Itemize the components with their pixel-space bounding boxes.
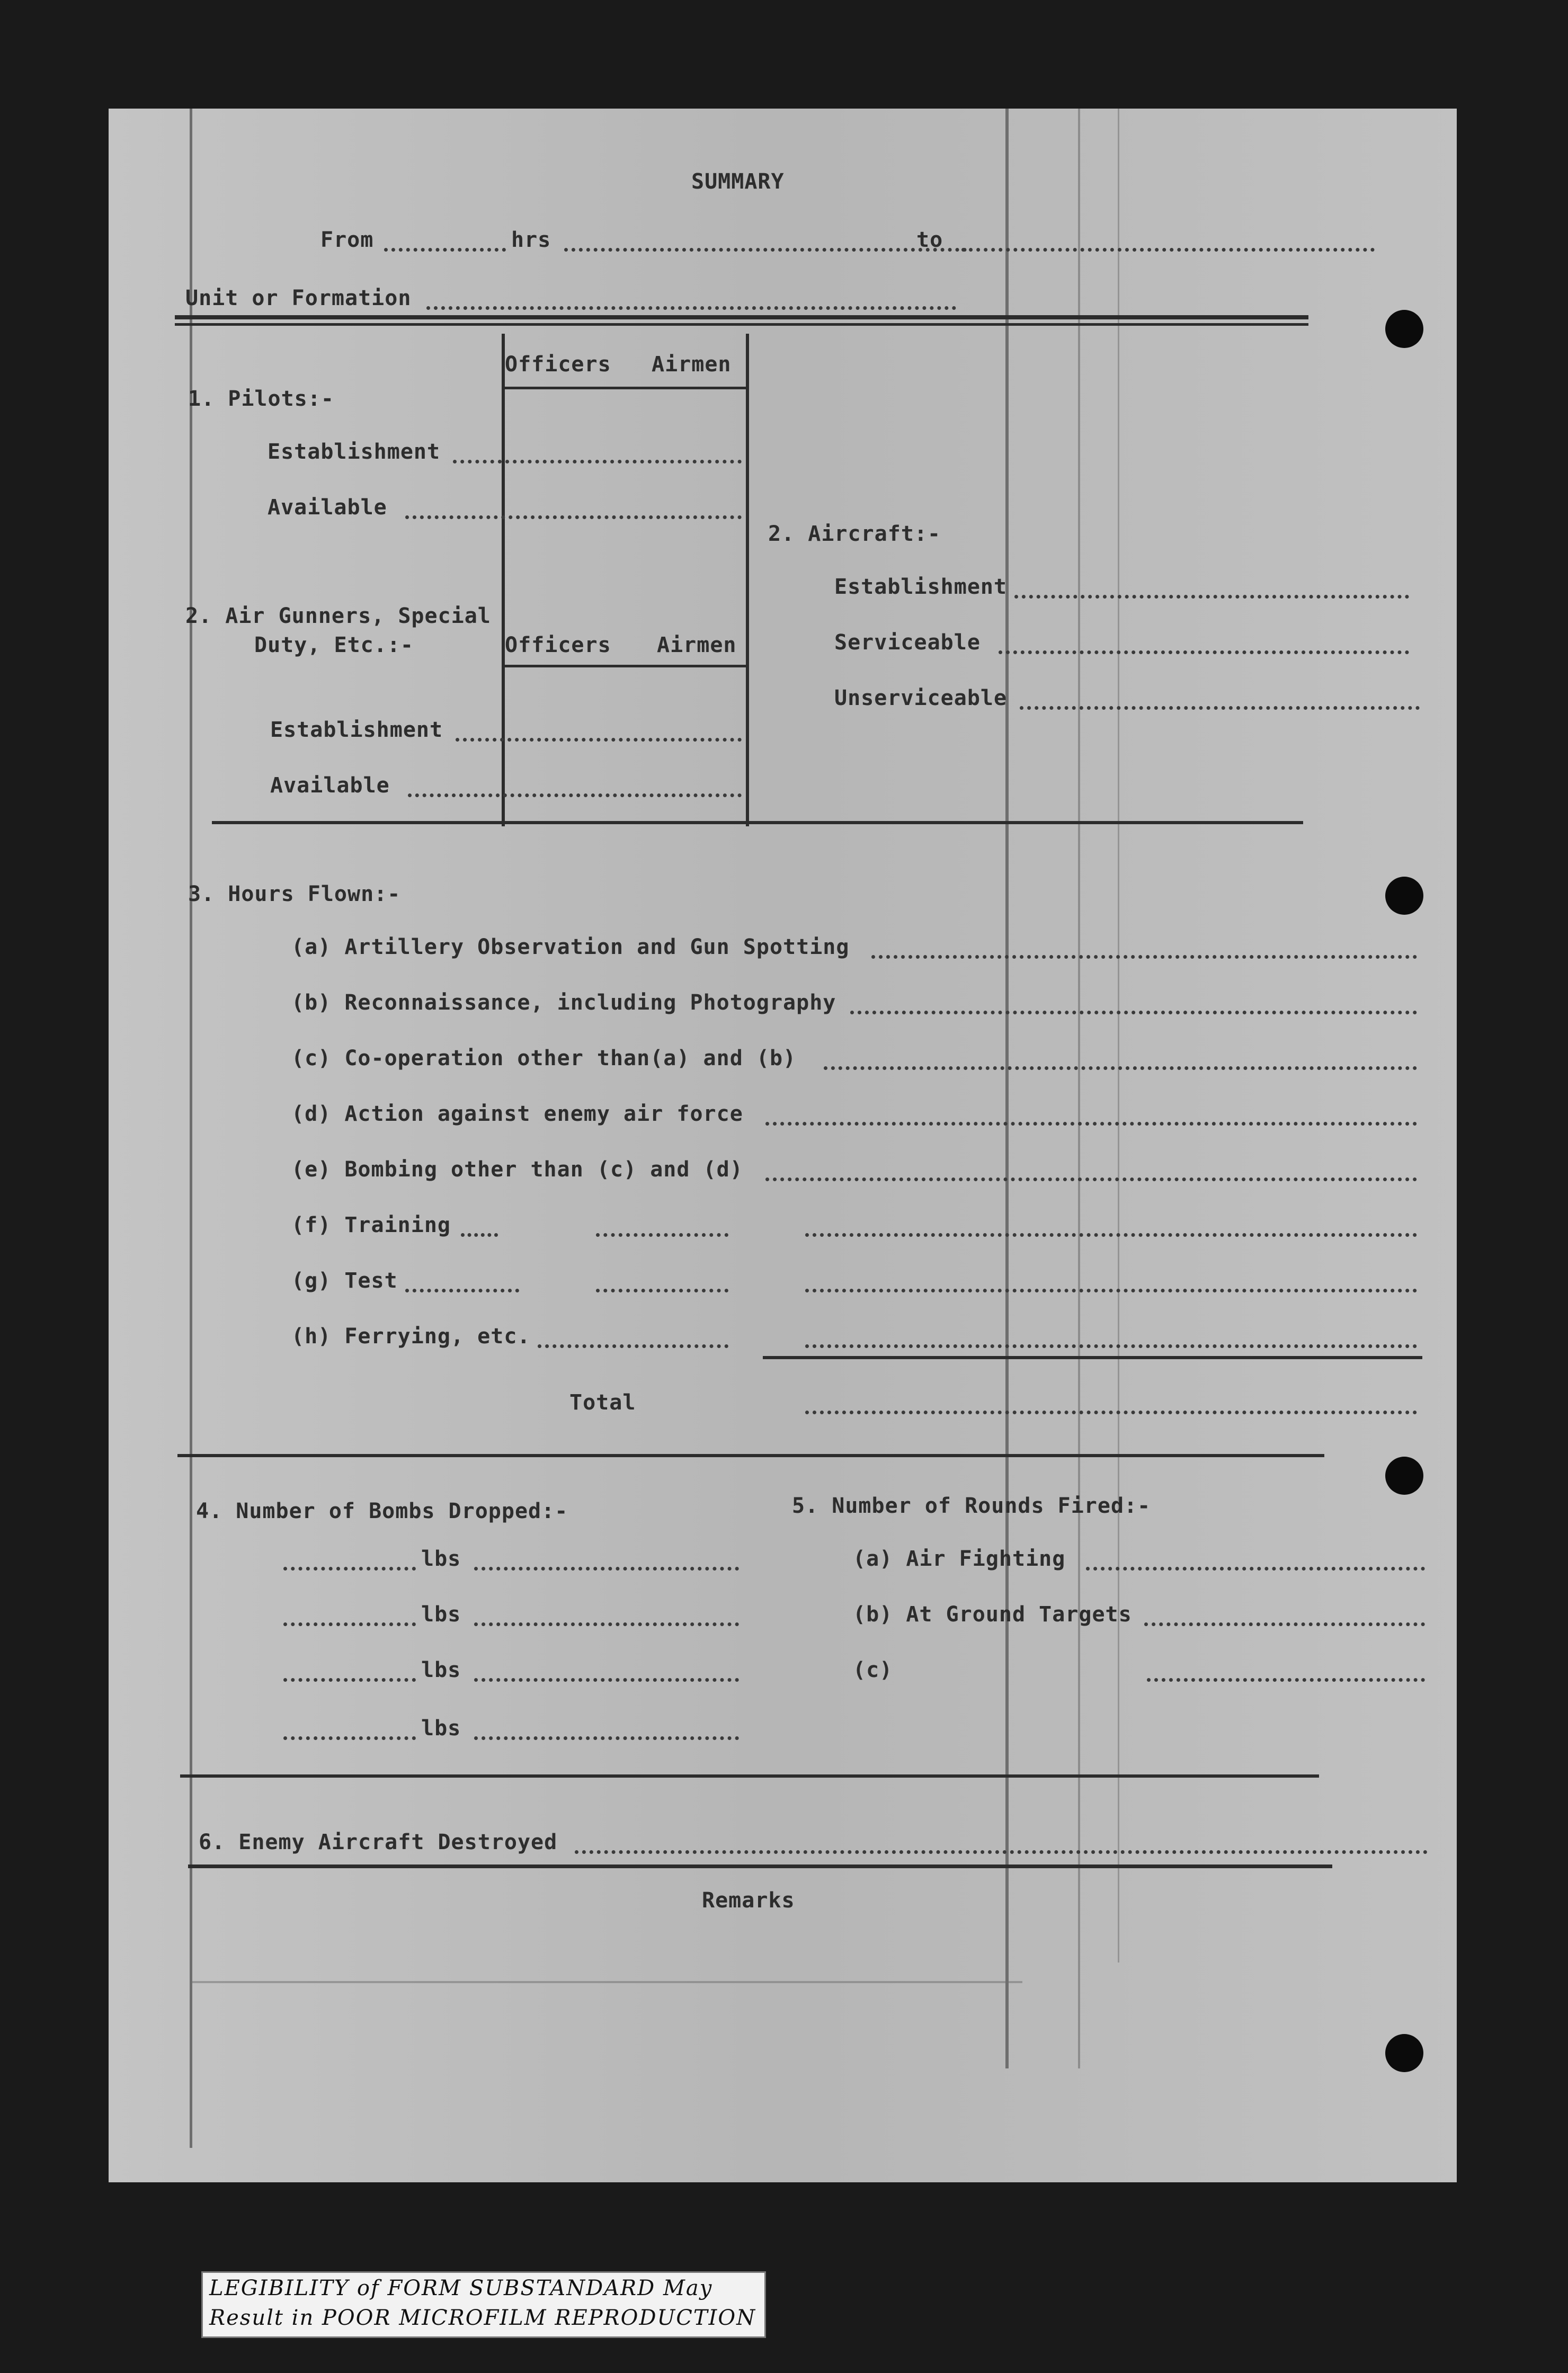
remarks-ghost-rule (191, 1981, 1022, 1983)
hours-item-c-field (824, 1066, 1417, 1070)
gunners-establishment-label: Establishment (270, 718, 443, 742)
air-gunners-heading-2: Duty, Etc.:- (254, 633, 414, 657)
aircraft-establishment-label: Establishment (834, 575, 1008, 599)
hours-item-f-label: (f) Training (291, 1213, 451, 1237)
from-label: From (320, 228, 374, 252)
hours-item-f-field-b (596, 1233, 728, 1237)
hours-item-g-label: (g) Test (291, 1269, 398, 1293)
hours-item-f-field-a (461, 1233, 498, 1237)
pilots-heading: 1. Pilots:- (188, 387, 334, 411)
section-3-bottom-rule (177, 1454, 1324, 1457)
rounds-item-b-field (1144, 1622, 1425, 1626)
to-label: to (916, 228, 943, 252)
section-2-bottom-rule (212, 821, 1303, 824)
hours-item-a-field (871, 955, 1417, 959)
crew-header-rule (502, 387, 748, 389)
air-gunners-heading-1: 2. Air Gunners, Special (185, 604, 491, 628)
to-field (961, 248, 1375, 252)
legibility-notice-line-1: LEGIBILITY of FORM SUBSTANDARD May (209, 2276, 713, 2300)
legibility-notice (201, 2271, 766, 2338)
unit-label: Unit or Formation (185, 286, 412, 310)
aircraft-unserviceable-label: Unserviceable (834, 686, 1008, 710)
rounds-item-a-label: (a) Air Fighting (853, 1547, 1066, 1571)
punch-hole (1385, 310, 1423, 348)
hours-item-c-label: (c) Co-operation other than(a) and (b) (291, 1046, 797, 1070)
unit-field (426, 306, 956, 310)
bombs-row-2-lbs: lbs (421, 1602, 461, 1627)
left-margin-line (190, 109, 192, 2148)
legibility-notice-line-2: Result in POOR MICROFILM REPRODUCTION (209, 2306, 756, 2330)
hrs-label: hrs (511, 228, 551, 252)
aircraft-heading: 2. Aircraft:- (768, 522, 941, 546)
rounds-item-c-label: (c) (853, 1658, 893, 1682)
bombs-row-1-count (474, 1567, 739, 1571)
enemy-aircraft-label: 6. Enemy Aircraft Destroyed (199, 1830, 558, 1854)
hours-item-g-field-b (596, 1289, 728, 1292)
hours-item-h-field-c (805, 1344, 1417, 1348)
date-field (564, 248, 967, 252)
bombs-row-4-count (474, 1736, 739, 1740)
hours-item-b-field (850, 1011, 1417, 1014)
hours-sum-rule (763, 1356, 1422, 1359)
enemy-aircraft-field (575, 1850, 1428, 1854)
from-field (384, 248, 506, 252)
aircraft-serviceable-field (999, 650, 1409, 654)
hours-item-d-field (765, 1122, 1417, 1126)
rounds-item-b-label: (b) At Ground Targets (853, 1602, 1132, 1627)
pilots-airmen-header: Airmen (652, 352, 732, 377)
rounds-item-a-field (1086, 1567, 1425, 1571)
remarks-label: Remarks (702, 1888, 795, 1913)
gunners-available-field (408, 793, 742, 797)
enemy-aircraft-rule (188, 1864, 1332, 1868)
rounds-item-c-field (1147, 1678, 1425, 1682)
pilots-available-label: Available (268, 495, 387, 520)
hours-item-h-field-a (538, 1344, 728, 1348)
crew-box-right (746, 334, 749, 826)
hours-item-h-label: (h) Ferrying, etc. (291, 1324, 531, 1349)
punch-hole (1385, 2034, 1423, 2072)
total-label: Total (569, 1390, 636, 1415)
crew-box-left (502, 334, 505, 826)
crew-header-rule-2 (502, 665, 748, 667)
hours-item-f-field-c (805, 1233, 1417, 1237)
bombs-row-4-lbs: lbs (421, 1716, 461, 1741)
pilots-establishment-label: Establishment (268, 440, 441, 464)
section-5-bottom-rule (180, 1774, 1319, 1778)
hours-flown-heading: 3. Hours Flown:- (188, 882, 401, 906)
bombs-heading: 4. Number of Bombs Dropped:- (196, 1499, 568, 1523)
aircraft-unserviceable-field (1020, 706, 1420, 710)
header-rule (175, 315, 1308, 319)
bombs-row-4-weight (283, 1736, 416, 1740)
gunners-establishment-field (456, 738, 742, 742)
hours-item-g-field-c (805, 1289, 1417, 1292)
bombs-row-1-weight (283, 1567, 416, 1571)
total-field (805, 1411, 1417, 1414)
summary-form-sheet (109, 109, 1457, 2182)
hours-item-e-field (765, 1177, 1417, 1181)
gunners-available-label: Available (270, 773, 390, 798)
gunners-officers-header: Officers (505, 633, 611, 657)
bombs-row-2-count (474, 1622, 739, 1626)
hours-item-a-label: (a) Artillery Observation and Gun Spotting (291, 935, 850, 959)
aircraft-serviceable-label: Serviceable (834, 630, 981, 655)
form-title: SUMMARY (691, 170, 785, 194)
rounds-heading: 5. Number of Rounds Fired:- (792, 1494, 1151, 1518)
aircraft-establishment-field (1014, 595, 1409, 599)
punch-hole (1385, 877, 1423, 915)
bombs-row-2-weight (283, 1622, 416, 1626)
pilots-available-field (405, 515, 742, 519)
ghost-column-line (1118, 109, 1119, 1962)
pilots-establishment-field (453, 460, 742, 463)
hours-item-e-label: (e) Bombing other than (c) and (d) (291, 1157, 743, 1182)
punch-hole (1385, 1457, 1423, 1495)
bombs-row-3-lbs: lbs (421, 1658, 461, 1682)
bombs-row-1-lbs: lbs (421, 1547, 461, 1571)
pilots-officers-header: Officers (505, 352, 611, 377)
bombs-row-3-weight (283, 1678, 416, 1682)
hours-item-b-label: (b) Reconnaissance, including Photography (291, 991, 836, 1015)
hours-item-d-label: (d) Action against enemy air force (291, 1102, 743, 1126)
hours-item-g-field-a (405, 1289, 519, 1292)
bombs-row-3-count (474, 1678, 739, 1682)
gunners-airmen-header: Airmen (657, 633, 737, 657)
header-rule-2 (175, 323, 1308, 326)
